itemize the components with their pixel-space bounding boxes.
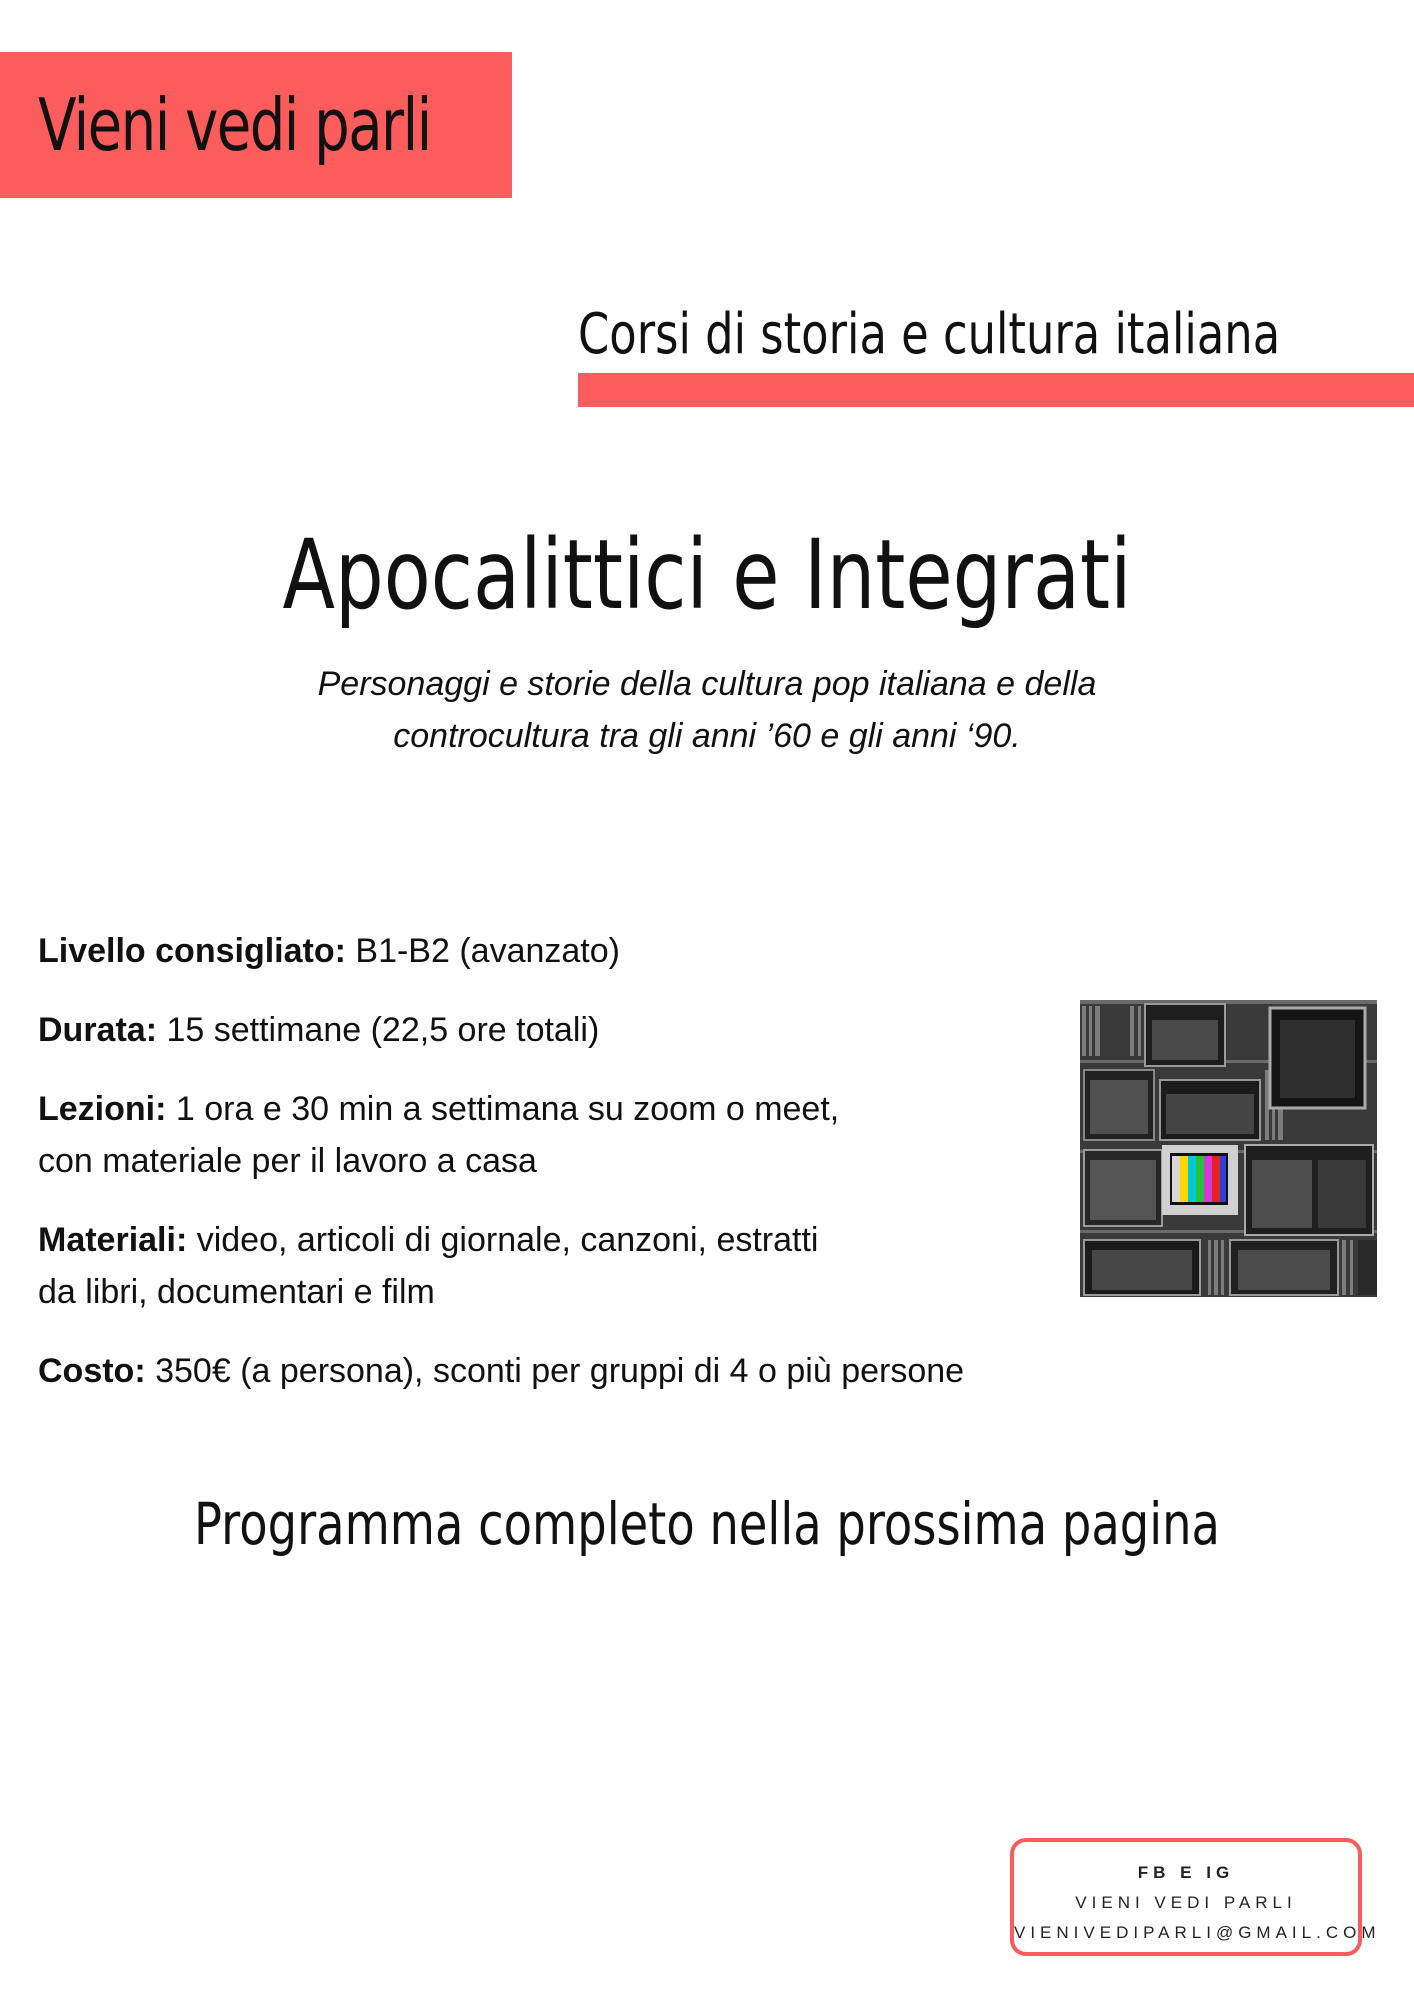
contact-social: FB E IG [1137, 1863, 1235, 1882]
detail-level [38, 925, 1078, 977]
course-details [38, 925, 1078, 1424]
contact-name: VIENI VEDI PARLI [1075, 1893, 1297, 1912]
detail-value: da libri, documentari e film [38, 1273, 435, 1311]
detail-cost [38, 1345, 1078, 1397]
footer-note: Programma completo nella prossima pagina [193, 1490, 1220, 1558]
course-subtitle-line: controcultura tra gli anni ’60 e gli anni ‘90. [393, 717, 1021, 755]
detail-label: Lezioni: [38, 1090, 167, 1128]
detail-value: 15 settimane (22,5 ore totali) [166, 1011, 600, 1049]
amplifiers-tv-image [1080, 1000, 1377, 1297]
detail-lessons [38, 1083, 1078, 1187]
detail-label: Livello consigliato: [38, 932, 346, 970]
section-title: Corsi di storia e cultura italiana [578, 302, 1281, 367]
brand-banner [0, 52, 512, 198]
course-subtitle-line: Personaggi e storie della cultura pop italiana e della [317, 665, 1097, 703]
brand-name: Vieni vedi parli [38, 83, 431, 167]
detail-materials [38, 1214, 1078, 1318]
detail-value: con materiale per il lavoro a casa [38, 1142, 537, 1180]
detail-label: Durata: [38, 1011, 158, 1049]
section-underline [578, 373, 1414, 407]
contact-email[interactable]: VIENIVEDIPARLI@GMAIL.COM [1014, 1923, 1381, 1942]
amplifiers-tv-photo [1080, 1000, 1377, 1297]
course-title: Apocalittici e Integrati [282, 519, 1132, 631]
detail-value: 1 ora e 30 min a settimana su zoom o meet, [175, 1090, 840, 1128]
detail-value: B1-B2 (avanzato) [355, 932, 620, 970]
contact-box [1010, 1838, 1381, 1956]
detail-label: Costo: [38, 1352, 146, 1390]
course-subtitle [0, 658, 1414, 762]
detail-value: video, articoli di giornale, canzoni, estratti [196, 1221, 819, 1259]
detail-label: Materiali: [38, 1221, 188, 1259]
detail-duration [38, 1004, 1078, 1056]
detail-value: 350€ (a persona), sconti per gruppi di 4 o più persone [155, 1352, 965, 1390]
